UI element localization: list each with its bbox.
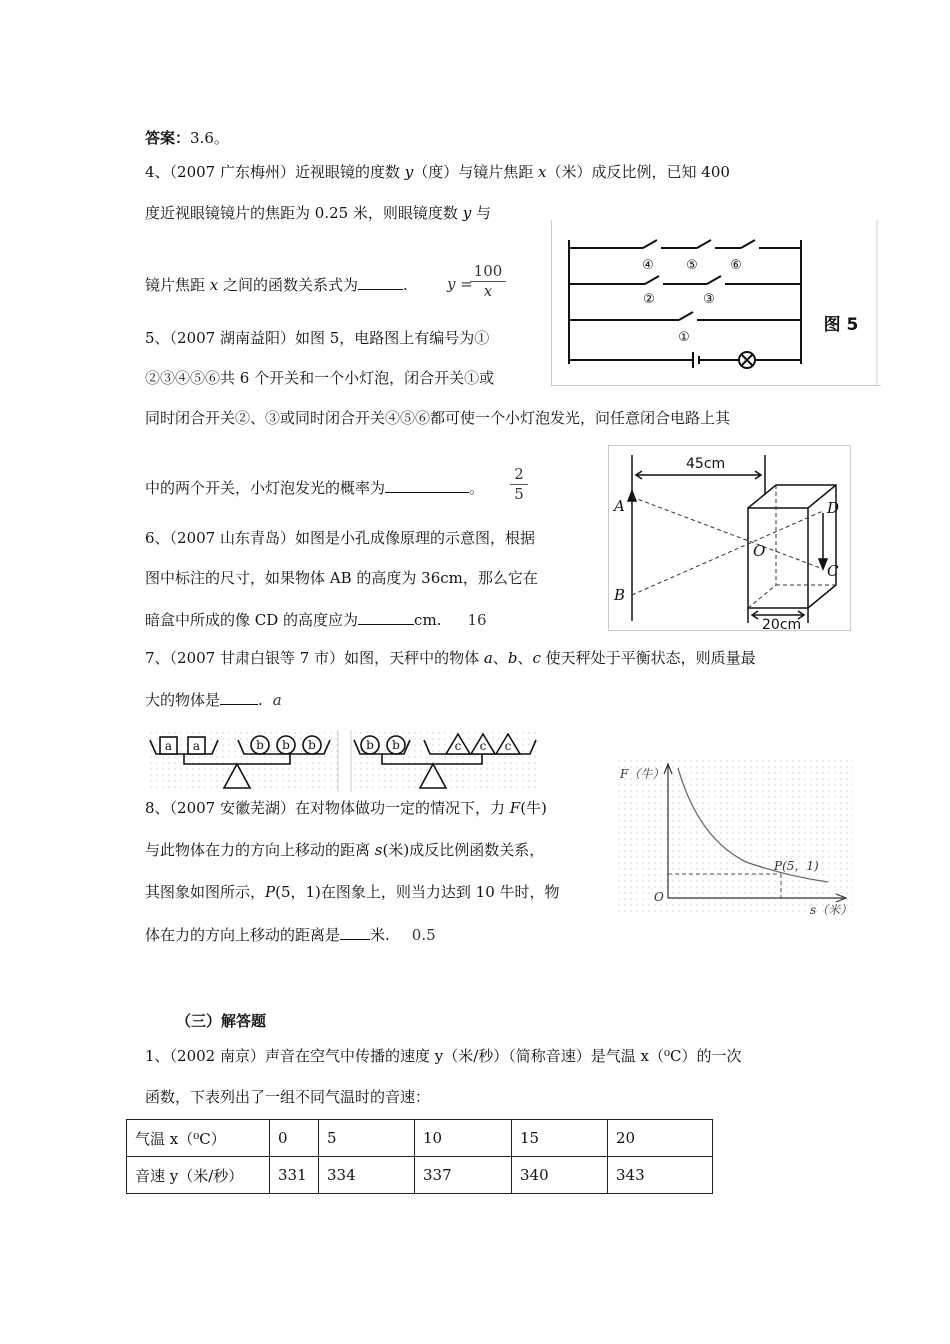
- table-cell: 0: [270, 1120, 319, 1157]
- section-title: （三）解答题: [176, 1012, 267, 1030]
- svg-text:C: C: [827, 562, 839, 580]
- answer-blank: [358, 609, 414, 625]
- s3-q1-line-1: 1、（2002 南京）声音在空气中传播的速度 y（米/秒）（简称音速）是气温 x（⁰C）的一次: [145, 1047, 742, 1065]
- circuit-figure: [551, 220, 881, 386]
- q5-line-3: 同时闭合开关②、③或同时闭合开关④⑤⑥都可使一个小灯泡发光，问任意闭合电路上其: [145, 409, 731, 427]
- answer-value: 3.6。: [190, 129, 229, 147]
- table-cell: 343: [608, 1157, 713, 1194]
- svg-text:b: b: [256, 738, 264, 752]
- table-cell: 331: [270, 1157, 319, 1194]
- table-cell: 10: [415, 1120, 512, 1157]
- q4-answer-fraction: $\frac{100}{x}$: [470, 262, 506, 301]
- q8-line-1: 8、（2007 安徽芜湖）在对物体做功一定的情况下，力 F(牛): [145, 799, 547, 817]
- switch-label-5: ⑤: [686, 258, 698, 273]
- svg-text:c: c: [454, 739, 462, 753]
- table-cell: 334: [319, 1157, 415, 1194]
- svg-text:c: c: [504, 739, 512, 753]
- force-distance-graph: [616, 758, 853, 915]
- switch-label-2: ②: [643, 292, 655, 307]
- svg-text:c: c: [479, 739, 487, 753]
- graph-point-label: P(5，1): [774, 859, 819, 873]
- table-cell: 340: [512, 1157, 608, 1194]
- q6-line-3: 暗盒中所成的像 CD 的高度应为 cm. 16: [145, 611, 487, 629]
- answer-blank: [358, 274, 403, 290]
- graph-x-label: s（米）: [810, 903, 853, 915]
- q4-line-3: 镜片焦距 x 之间的函数关系式为 .: [145, 276, 408, 294]
- q6-answer: 16: [467, 611, 487, 629]
- switch-label-1: ①: [678, 330, 690, 345]
- svg-text:D: D: [827, 499, 840, 517]
- speed-table: [126, 1119, 713, 1194]
- pinhole-figure: [608, 445, 852, 632]
- answer-label: 答案：: [145, 129, 191, 147]
- figure-5-label: 图 5: [823, 315, 859, 335]
- switch-label-4: ④: [642, 258, 654, 273]
- table-row-head: 气温 x（⁰C）: [127, 1120, 270, 1157]
- graph-origin: O: [654, 890, 664, 904]
- table-cell: 337: [415, 1157, 512, 1194]
- q5-line-1: 5、（2007 湖南益阳）如图 5，电路图上有编号为①: [145, 329, 490, 347]
- svg-text:a: a: [192, 739, 201, 753]
- table-row-head: 音速 y（米/秒）: [127, 1157, 270, 1194]
- q8-answer: 0.5: [411, 926, 436, 944]
- balance-figures: [148, 730, 540, 792]
- svg-text:b: b: [366, 738, 374, 752]
- q7-line-1: 7、（2007 甘肃白银等 7 市）如图，天秤中的物体 a、b、c 使天秤处于平衡状态，则质量最: [145, 649, 756, 667]
- s3-q1-line-2: 函数，下表列出了一组不同气温时的音速：: [145, 1088, 431, 1106]
- q4-line-1: 4、（2007 广东梅州）近视眼镜的度数 y（度）与镜片焦距 x（米）成反比例，已知 400: [145, 163, 730, 181]
- switch-label-3: ③: [703, 292, 715, 307]
- q5-line-2: ②③④⑤⑥共 6 个开关和一个小灯泡，闭合开关①或: [145, 369, 495, 387]
- svg-text:A: A: [614, 497, 625, 515]
- q8-line-2: 与此物体在力的方向上移动的距离 s(米)成反比例函数关系，: [145, 841, 545, 859]
- table-cell: 20: [608, 1120, 713, 1157]
- q4-line-2: 度近视眼镜镜片的焦距为 0.25 米，则眼镜度数 y 与: [145, 204, 491, 222]
- svg-text:b: b: [392, 738, 400, 752]
- switch-label-6: ⑥: [730, 258, 742, 273]
- q4-answer-lhs: y =: [447, 275, 473, 293]
- table-row: [127, 1120, 713, 1157]
- svg-text:O: O: [753, 542, 766, 560]
- answer-blank: [220, 689, 258, 705]
- table-cell: 5: [319, 1120, 415, 1157]
- q5-line-4: 中的两个开关，小灯泡发光的概率为 。: [145, 479, 485, 497]
- q8-line-3: 其图象如图所示，P(5，1)在图象上，则当力达到 10 牛时，物: [145, 883, 560, 901]
- svg-text:b: b: [282, 738, 290, 752]
- graph-y-label: F（牛）: [620, 767, 665, 781]
- svg-text:B: B: [614, 586, 626, 604]
- q8-line-4: 体在力的方向上移动的距离是 米. 0.5: [145, 926, 436, 944]
- answer-blank: [385, 477, 469, 493]
- previous-answer: [145, 128, 229, 148]
- svg-text:45cm: 45cm: [686, 456, 726, 472]
- q6-line-1: 6、（2007 山东青岛）如图是小孔成像原理的示意图，根据: [145, 529, 535, 547]
- svg-text:a: a: [164, 739, 173, 753]
- q6-line-2: 图中标注的尺寸，如果物体 AB 的高度为 36cm，那么它在: [145, 569, 538, 587]
- q5-answer-fraction: $\frac{2}{5}$: [510, 465, 528, 504]
- answer-blank: [340, 924, 370, 940]
- svg-text:20cm: 20cm: [762, 617, 802, 632]
- q7-line-2: 大的物体是 . a: [145, 691, 282, 709]
- table-cell: 15: [512, 1120, 608, 1157]
- q7-answer: a: [272, 691, 282, 709]
- svg-text:b: b: [308, 738, 316, 752]
- table-row: [127, 1157, 713, 1194]
